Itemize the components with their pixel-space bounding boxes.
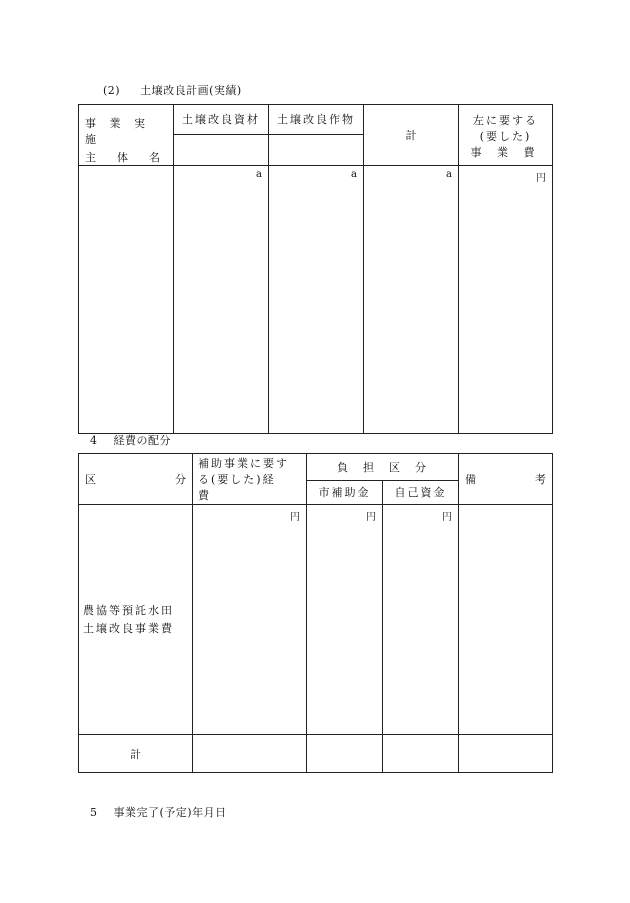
section4-heading-text: 経費の配分: [113, 434, 171, 447]
cost-header-line1: 左に要する: [473, 114, 538, 127]
crops-header: 土壌改良作物: [269, 105, 364, 135]
category-header: [79, 454, 193, 505]
category-header-right: 分: [175, 473, 186, 486]
total-label: 計: [79, 735, 193, 773]
entity-header: [79, 105, 174, 166]
remarks-header-left: 備: [465, 473, 476, 486]
cost-header: [459, 105, 553, 166]
burden-header: 負 担 区 分: [307, 454, 459, 481]
section5-heading: [90, 804, 227, 820]
subsidy-cost-header-line2: る(要した)経: [198, 473, 276, 486]
cost-header-line3: 事 業 費: [470, 146, 541, 159]
subsidy-unit: 円: [193, 505, 307, 735]
own-funds-header: 自己資金: [383, 480, 459, 504]
expense-allocation-table: [78, 453, 553, 773]
section5-heading-number: 5: [90, 806, 98, 819]
section2-heading-number: (2): [103, 84, 121, 97]
total-subsidy-cell: [193, 735, 307, 773]
cost-header-line2: (要した): [479, 130, 532, 143]
row-label-line1: 農協等預託水田: [83, 603, 174, 617]
materials-unit: a: [174, 166, 269, 434]
total-unit: a: [364, 166, 459, 434]
section2-heading: [103, 82, 242, 98]
materials-subheader-empty: [174, 134, 269, 165]
row-label-cell: [79, 505, 193, 735]
row-label-line2: 土壌改良事業費: [83, 621, 174, 635]
total-remarks-cell: [459, 735, 553, 773]
subsidy-cost-header-line3: 費: [198, 489, 209, 502]
materials-header: 土壌改良資材: [174, 105, 269, 135]
crops-unit: a: [269, 166, 364, 434]
section4-heading-number: 4: [90, 434, 98, 447]
soil-improvement-plan-table: [78, 104, 553, 434]
total-city-cell: [307, 735, 383, 773]
entity-header-line2: 主 体 名: [85, 151, 165, 164]
remarks-header: [459, 454, 553, 505]
section4-heading: [90, 432, 171, 448]
remarks-cell: [459, 505, 553, 735]
crops-subheader-empty: [269, 134, 364, 165]
total-own-cell: [383, 735, 459, 773]
section2-heading-text: 土壌改良計画(実績): [140, 84, 242, 97]
own-funds-unit: 円: [383, 505, 459, 735]
subsidy-cost-header: [193, 454, 307, 505]
category-header-left: 区: [85, 473, 96, 486]
remarks-header-right: 考: [535, 473, 546, 486]
entity-header-line1: 事 業 実 施: [85, 117, 150, 146]
city-subsidy-unit: 円: [307, 505, 383, 735]
cost-unit: 円: [459, 166, 553, 434]
subsidy-cost-header-line1: 補助事業に要す: [198, 457, 289, 470]
city-subsidy-header: 市補助金: [307, 480, 383, 504]
entity-cell: [79, 166, 174, 434]
section5-heading-text: 事業完了(予定)年月日: [113, 806, 227, 819]
total-header: 計: [364, 105, 459, 166]
